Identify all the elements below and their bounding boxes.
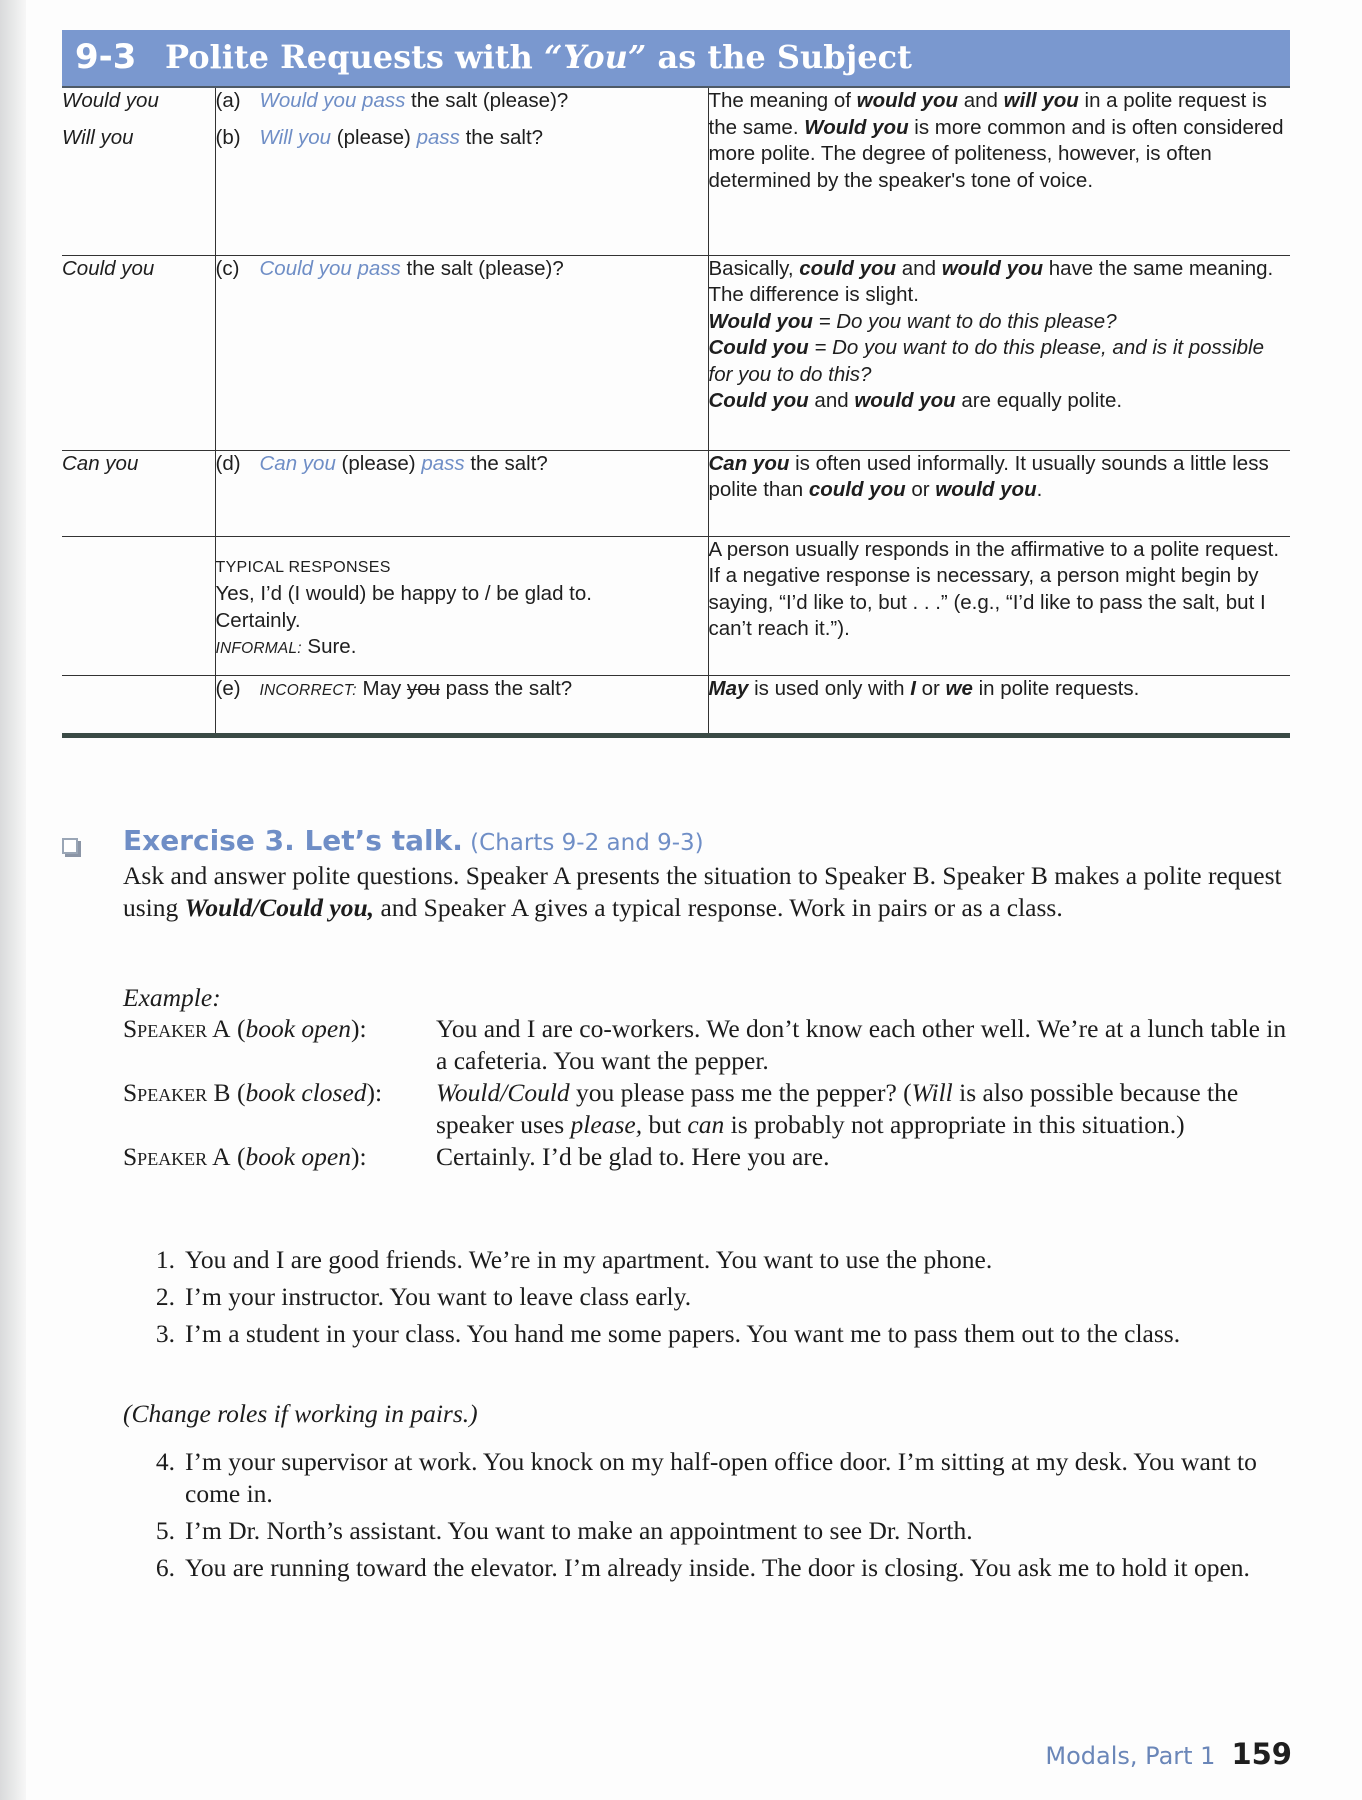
chart-row-would-will <box>62 88 1290 255</box>
roles-note: (Change roles if working in pairs.) <box>123 1399 478 1428</box>
item-number: 5. <box>155 1516 175 1545</box>
form-cell-empty <box>62 675 215 735</box>
dialog-emphasis: please, <box>570 1110 643 1139</box>
note-text: have the same meaning. The difference is slight. <box>708 256 1274 307</box>
example-a <box>216 88 708 115</box>
example-label: (e) <box>215 676 241 700</box>
form-label: Would you <box>62 89 159 112</box>
response-line: Certainly. <box>215 608 301 632</box>
note-emphasis: will you <box>1003 89 1079 112</box>
page-number: 159 <box>1231 1737 1292 1771</box>
incorrect-label: INCORRECT: <box>259 681 357 699</box>
note-emphasis: would you <box>941 256 1044 280</box>
note-text: is used only with <box>748 676 911 700</box>
note-text: and <box>808 389 855 413</box>
note-emphasis: Can you <box>708 451 790 475</box>
example-highlight: Could you pass <box>259 256 401 280</box>
note-text: A person usually responds in the affirmative to a polite request. If a negative response is necessary, a person might begin by saying, “I’d like to, but . . .” (e.g., “I’d like to pass the salt, but I can’t reach it.”). <box>708 537 1280 641</box>
exercise-item <box>123 1281 1298 1313</box>
speaker-label: Speaker A (book open): <box>123 1142 367 1171</box>
explanation-cell <box>708 255 1290 450</box>
explanation-cell <box>708 536 1290 675</box>
informal-label: INFORMAL: <box>215 640 302 658</box>
note-line <box>709 309 1291 336</box>
dialog-text: Certainly. I’d be glad to. Here you are. <box>436 1142 830 1171</box>
item-text: You are running toward the elevator. I’m already inside. The door is closing. You ask me to hold it open. <box>185 1553 1250 1582</box>
exercise-item <box>123 1515 1298 1547</box>
form-label: Can you <box>62 451 139 475</box>
dialog-line <box>123 1013 1298 1077</box>
chart-row-responses <box>62 536 1290 675</box>
note-text: . <box>1036 478 1043 502</box>
item-number: 6. <box>155 1553 175 1582</box>
note-emphasis: I <box>910 676 916 700</box>
chart-title-prefix: Polite Requests with <box>165 38 544 76</box>
note-line <box>709 335 1291 388</box>
item-number: 1. <box>155 1245 175 1274</box>
dialog-text: You and I are co-workers. We don’t know each other well. We’re at a lunch table in a cafeteria. You want the pepper. <box>436 1014 1287 1075</box>
example-label: (c) <box>215 256 240 280</box>
example-label: (b) <box>215 125 241 149</box>
form-cell-empty <box>62 536 215 675</box>
chart-title-quoted: “You” <box>543 38 647 76</box>
note-text: or <box>915 676 946 700</box>
note-text: in polite requests. <box>972 676 1140 700</box>
example-label: Example: <box>123 983 221 1012</box>
note-emphasis: we <box>945 676 973 700</box>
instructions-text: Ask and answer polite questions. Speaker A presents the situation to Speaker B. Speaker B makes a polite request using <box>123 861 1282 922</box>
example-d <box>216 451 708 478</box>
instructions-text: and Speaker A gives a typical response. Work in pairs or as a class. <box>374 893 1063 922</box>
section-name: Modals, Part 1 <box>1045 1742 1216 1770</box>
example-highlight: pass <box>421 451 465 475</box>
dialog-line <box>123 1141 1298 1173</box>
explanation-cell <box>708 88 1290 255</box>
note-text: is more common and is often considered more polite. The degree of politeness, however, is often determined by the speaker's tone of voice. <box>708 115 1284 192</box>
exercise-reference: (Charts 9-2 and 9-3) <box>462 830 704 856</box>
example-label: (d) <box>215 451 241 475</box>
exercise-heading <box>123 824 704 857</box>
form-label: Could you <box>62 256 155 280</box>
item-text: I’m Dr. North’s assistant. You want to make an appointment to see Dr. North. <box>185 1516 973 1545</box>
note-emphasis: May <box>708 676 749 700</box>
explanation-cell <box>708 450 1290 536</box>
page-footer <box>1045 1737 1292 1771</box>
example-text: pass the salt? <box>439 676 573 700</box>
dialog-text-part: is also possible because the speaker uses <box>436 1078 1239 1139</box>
form-cell <box>62 450 215 536</box>
item-text: You and I are good friends. We’re in my apartment. You want to use the phone. <box>185 1245 993 1274</box>
note-italic: = Do you want to do this please? <box>812 309 1117 333</box>
example-cell <box>215 255 708 450</box>
exercise-items-part2 <box>123 1446 1298 1589</box>
struck-word: you <box>406 676 440 700</box>
speaker-name: Speaker B <box>123 1078 231 1107</box>
example-highlight: pass <box>416 125 460 149</box>
speaker-label: Speaker B (book closed): <box>123 1078 383 1107</box>
note-text: or <box>905 478 936 502</box>
note-text: in a polite request is the same. <box>708 89 1267 139</box>
page-gutter-shadow <box>0 0 26 1800</box>
item-text: I’m your instructor. You want to leave class early. <box>185 1282 692 1311</box>
chart-number: 9-3 <box>75 37 137 77</box>
example-text: the salt (please)? <box>405 89 569 112</box>
dialog-emphasis: Would/Could <box>436 1078 570 1107</box>
exercise-item <box>123 1244 1298 1276</box>
note-text: are equally polite. <box>955 389 1123 413</box>
example-label: (a) <box>215 89 241 112</box>
example-text: (please) <box>335 451 422 475</box>
speaker-role: book open <box>245 1014 351 1043</box>
chart-title-suffix: as the Subject <box>646 38 912 76</box>
chart-row-could <box>62 255 1290 450</box>
example-cell <box>215 88 708 255</box>
grammar-chart-table <box>62 88 1290 738</box>
speaker-label: Speaker A (book open): <box>123 1014 367 1043</box>
note-text: and <box>958 89 1004 112</box>
speaker-role: book open <box>245 1142 351 1171</box>
response-line: Yes, I’d (I would) be happy to / be glad to. <box>215 582 592 606</box>
dialog-line <box>123 1077 1298 1141</box>
exercise-title: Exercise 3. Let’s talk. <box>123 824 463 857</box>
note-line <box>709 388 1291 415</box>
chart-row-incorrect <box>62 675 1290 735</box>
chart-title <box>165 34 912 80</box>
dialog-text-part: is probably not appropriate in this situation.) <box>724 1110 1185 1139</box>
item-number: 2. <box>155 1282 175 1311</box>
exercise-item <box>123 1446 1298 1510</box>
example-cell <box>215 450 708 536</box>
note-emphasis: Could you <box>708 389 809 413</box>
item-number: 4. <box>155 1447 175 1476</box>
checkbox-icon[interactable] <box>62 838 78 854</box>
speaker-role: book closed <box>245 1078 367 1107</box>
chart-header <box>62 30 1290 88</box>
example-highlight: Can you <box>259 451 336 475</box>
note-italic: = Do you want to do this please, and is it possible for you to do this? <box>708 336 1264 386</box>
example-c <box>216 256 708 283</box>
example-highlight: Would you pass <box>259 89 406 112</box>
example-text: the salt (please)? <box>400 256 564 280</box>
item-number: 3. <box>155 1319 175 1348</box>
dialog-emphasis: can <box>687 1110 725 1139</box>
note-emphasis: Would you <box>708 309 813 333</box>
note-text: Basically, <box>708 256 800 280</box>
response-text: Sure. <box>301 635 357 659</box>
note-emphasis: would you <box>935 478 1037 502</box>
example-e <box>216 676 708 705</box>
responses-cell <box>215 536 708 675</box>
example-text: (please) <box>331 125 417 149</box>
example-cell <box>215 675 708 735</box>
note-text: is often used informally. It usually sounds a little less polite than <box>708 451 1269 502</box>
note-emphasis: could you <box>799 256 897 280</box>
note-emphasis: could you <box>808 478 906 502</box>
note-line <box>709 256 1291 309</box>
example-b <box>216 125 708 152</box>
example-text: the salt? <box>459 125 544 149</box>
form-cell <box>62 88 215 255</box>
example-dialog <box>123 1013 1298 1173</box>
responses-heading: TYPICAL RESPONSES <box>215 558 391 576</box>
dialog-text-part: you please pass me the pepper? ( <box>569 1078 912 1107</box>
response-line <box>216 634 708 663</box>
speaker-name: Speaker A <box>123 1142 231 1171</box>
item-text: I’m a student in your class. You hand me some papers. You want me to pass them out to the class. <box>185 1319 1181 1348</box>
dialog-text <box>436 1077 1298 1141</box>
exercise-item <box>123 1552 1298 1584</box>
exercise-instructions <box>123 860 1293 924</box>
exercise-item <box>123 1318 1298 1350</box>
item-text: I’m your supervisor at work. You knock on my half-open office door. I’m sitting at my desk. You want to come in. <box>185 1447 1257 1508</box>
form-label: Will you <box>62 125 134 149</box>
form-cell <box>62 255 215 450</box>
dialog-emphasis: Will <box>911 1078 953 1107</box>
example-highlight: Will you <box>259 125 332 149</box>
example-text: May <box>356 676 407 700</box>
note-emphasis: would you <box>854 389 956 413</box>
chart-row-can <box>62 450 1290 536</box>
note-text: and <box>896 256 942 280</box>
explanation-cell <box>708 675 1290 735</box>
note-emphasis: Would you <box>804 115 909 139</box>
note-emphasis: would you <box>856 89 959 112</box>
dialog-text-part: but <box>642 1110 688 1139</box>
example-text: the salt? <box>464 451 548 475</box>
note-emphasis: Could you <box>708 336 809 360</box>
exercise-items-part1 <box>123 1244 1298 1355</box>
instructions-emphasis: Would/Could you, <box>184 893 375 922</box>
speaker-name: Speaker A <box>123 1014 231 1043</box>
note-text: The meaning of <box>708 89 857 112</box>
